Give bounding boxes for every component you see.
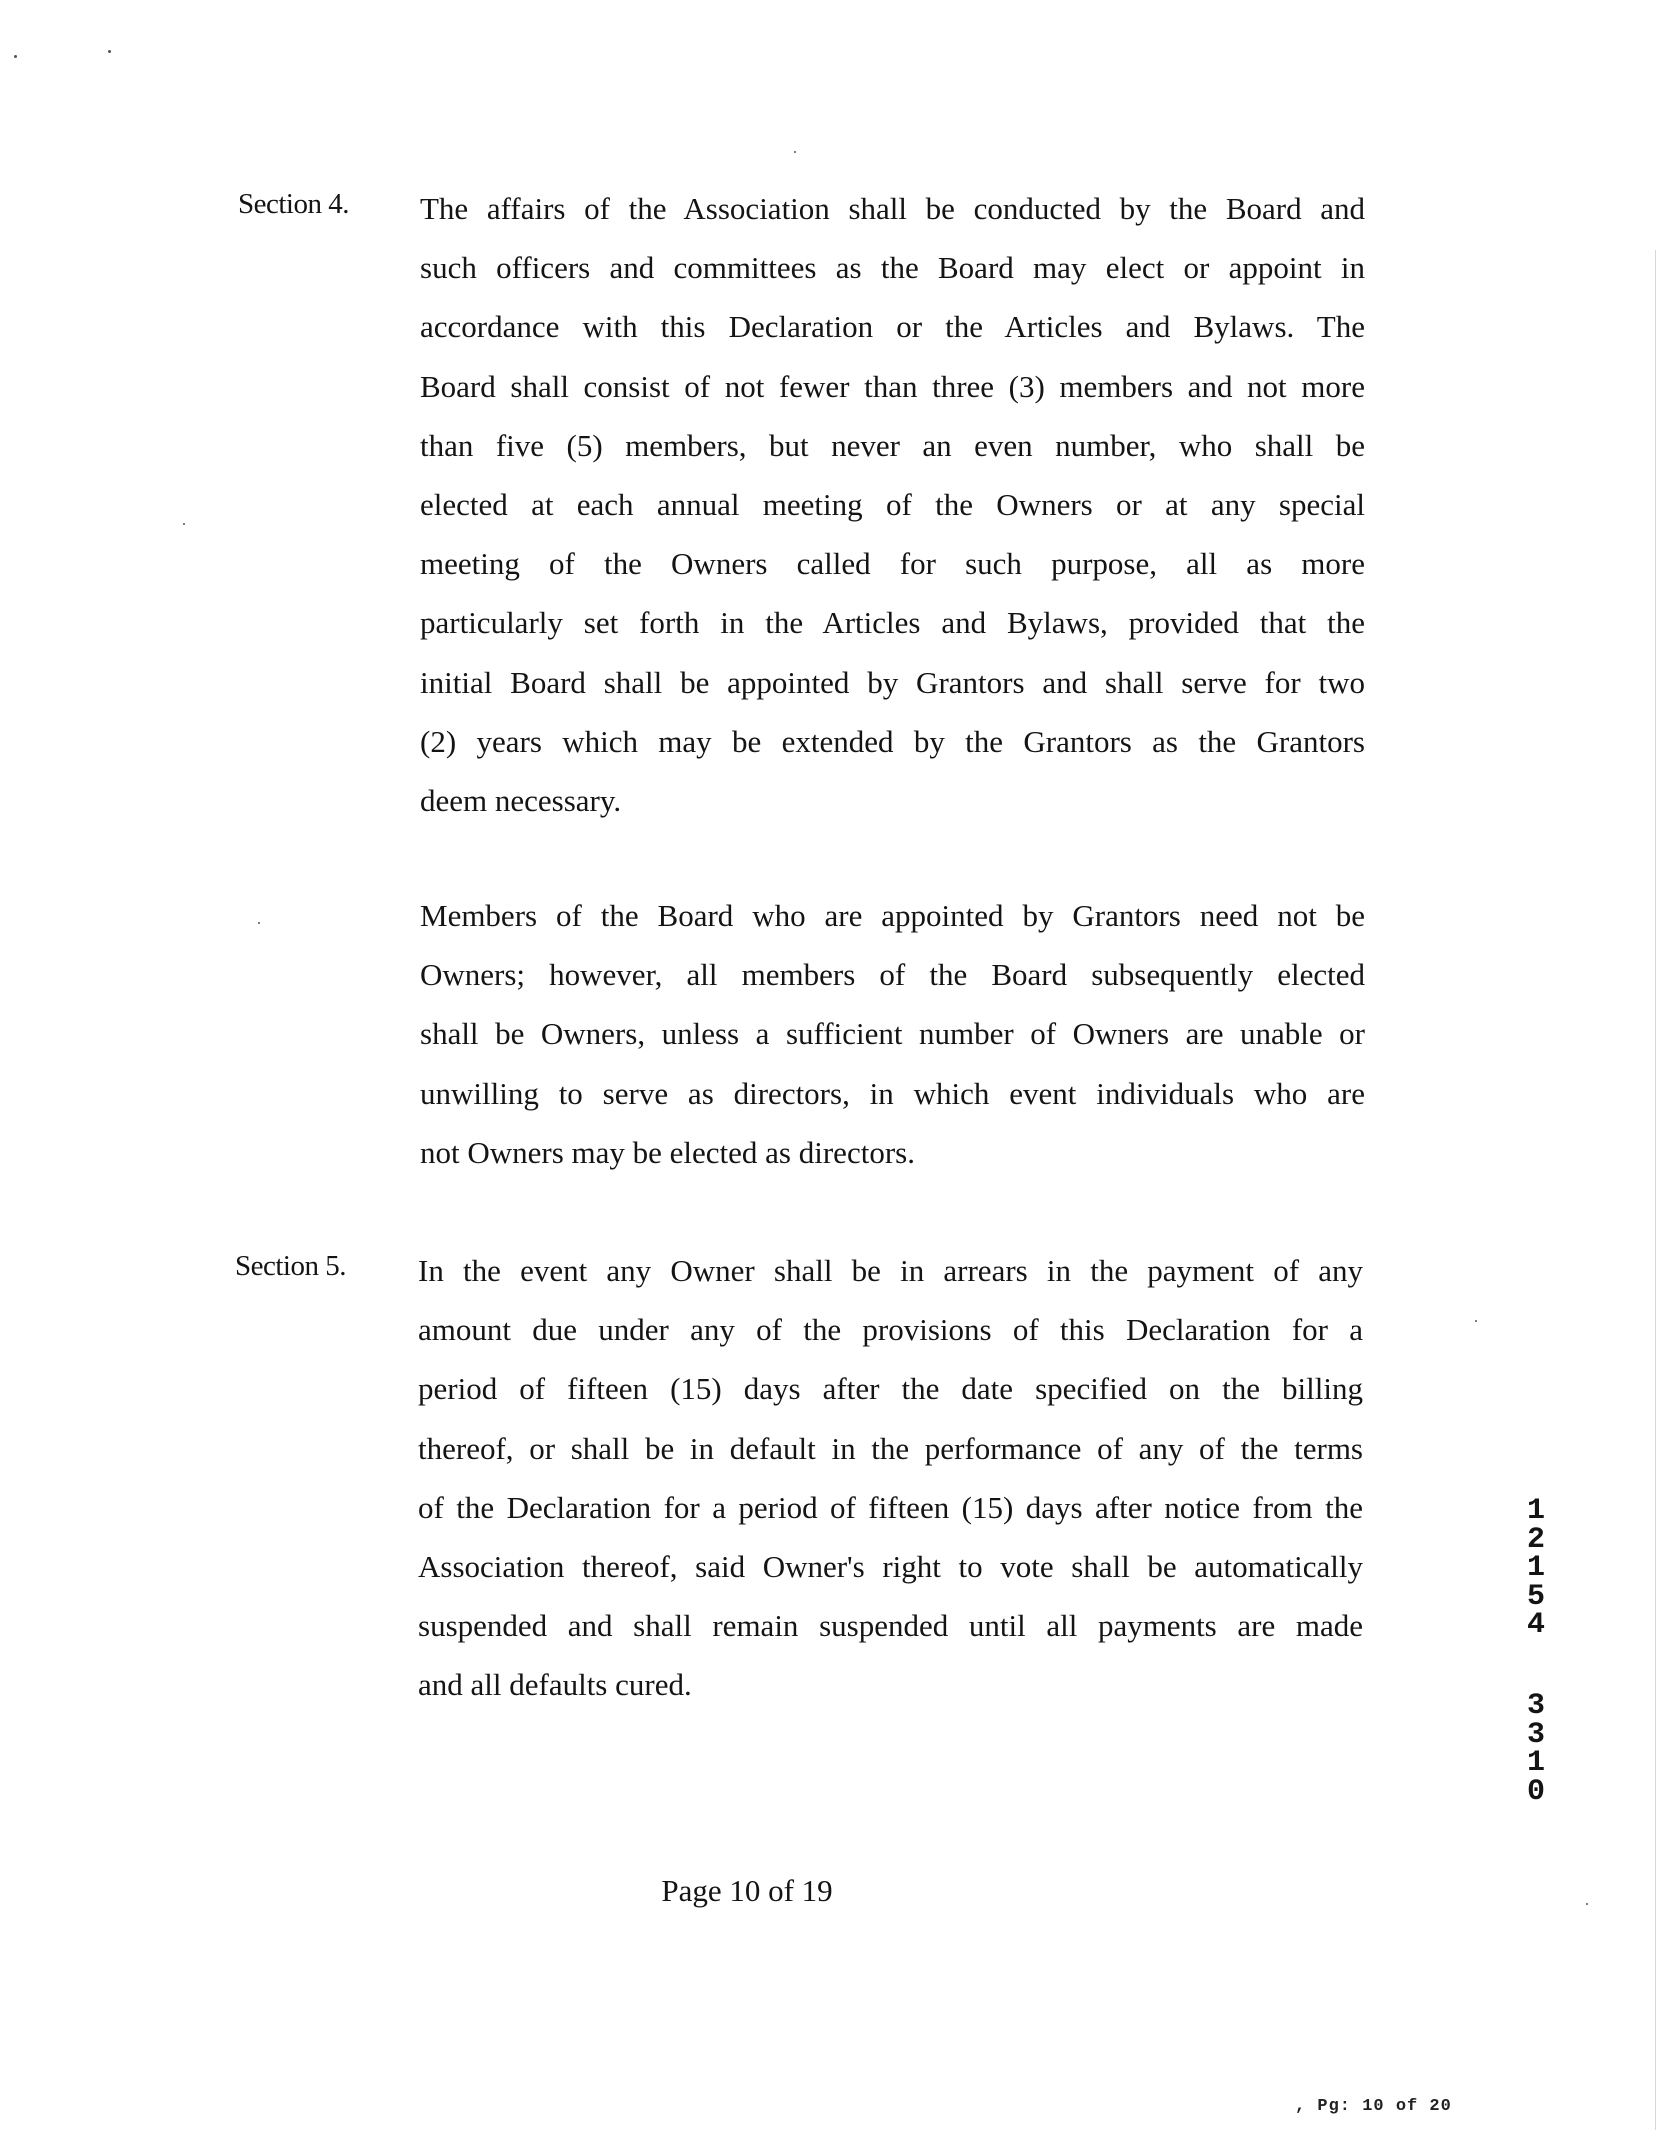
text-line: The affairs of the Association shall be conducted by the Board and <box>420 191 1365 226</box>
text-line: period of fifteen (15) days after the date specified on the billing <box>418 1371 1363 1407</box>
scan-speck <box>258 922 260 924</box>
scan-speck <box>794 151 796 153</box>
footer-page-stamp: , Pg: 10 of 20 <box>1295 2097 1452 2116</box>
text-line: meeting of the Owners called for such purpose, all as more <box>420 546 1365 582</box>
scan-speck <box>1475 1320 1477 1322</box>
text-line: particularly set forth in the Articles and Bylaws, provided that the <box>420 605 1365 641</box>
text-line: (2) years which may be extended by the Grantors as the Grantors <box>420 723 1365 759</box>
text-line: elected at each annual meeting of the Owners or at any special <box>420 486 1365 522</box>
text-line: shall be Owners, unless a sufficient number of Owners are unable or <box>420 1016 1365 1052</box>
text-line: initial Board shall be appointed by Grantors and shall serve for two <box>420 664 1365 700</box>
recording-page-number: 3 3 1 0 <box>1526 1689 1545 1809</box>
text-line: Board shall consist of not fewer than three (3) members and not more <box>420 368 1365 404</box>
scan-speck <box>108 50 111 53</box>
recording-book-number: 1 2 1 5 4 <box>1526 1494 1545 1642</box>
text-line: and all defaults cured. <box>418 1667 692 1703</box>
page-number: Page 10 of 19 <box>661 1873 833 1908</box>
section-4-label: Section 4. <box>238 188 349 220</box>
scan-speck <box>14 55 17 58</box>
text-line: than five (5) members, but never an even number, who shall be <box>420 427 1365 463</box>
scan-speck <box>1586 1903 1588 1905</box>
text-line: Association thereof, said Owner's right to vote shall be automatically <box>418 1548 1363 1584</box>
text-line: thereof, or shall be in default in the performance of any of the terms <box>418 1430 1363 1466</box>
text-line: In the event any Owner shall be in arrears in the payment of any <box>418 1253 1363 1288</box>
section-4-paragraph-2 <box>420 886 1365 1182</box>
text-line: accordance with this Declaration or the Articles and Bylaws. The <box>420 309 1365 345</box>
text-line: of the Declaration for a period of fifteen (15) days after notice from the <box>418 1489 1363 1525</box>
text-line: Owners; however, all members of the Board subsequently elected <box>420 957 1365 993</box>
section-4-paragraph-1 <box>420 179 1365 830</box>
scan-edge <box>1655 250 1656 2130</box>
section-5-paragraph <box>418 1241 1363 1715</box>
scan-speck <box>183 523 185 525</box>
text-line: such officers and committees as the Board may elect or appoint in <box>420 250 1365 286</box>
text-line: not Owners may be elected as directors. <box>420 1134 915 1170</box>
text-line: amount due under any of the provisions of this Declaration for a <box>418 1312 1363 1348</box>
text-line: Members of the Board who are appointed by Grantors need not be <box>420 898 1365 933</box>
section-5-label: Section 5. <box>235 1250 346 1282</box>
text-line: deem necessary. <box>420 782 622 818</box>
text-line: suspended and shall remain suspended until all payments are made <box>418 1608 1363 1644</box>
text-line: unwilling to serve as directors, in which event individuals who are <box>420 1075 1365 1111</box>
